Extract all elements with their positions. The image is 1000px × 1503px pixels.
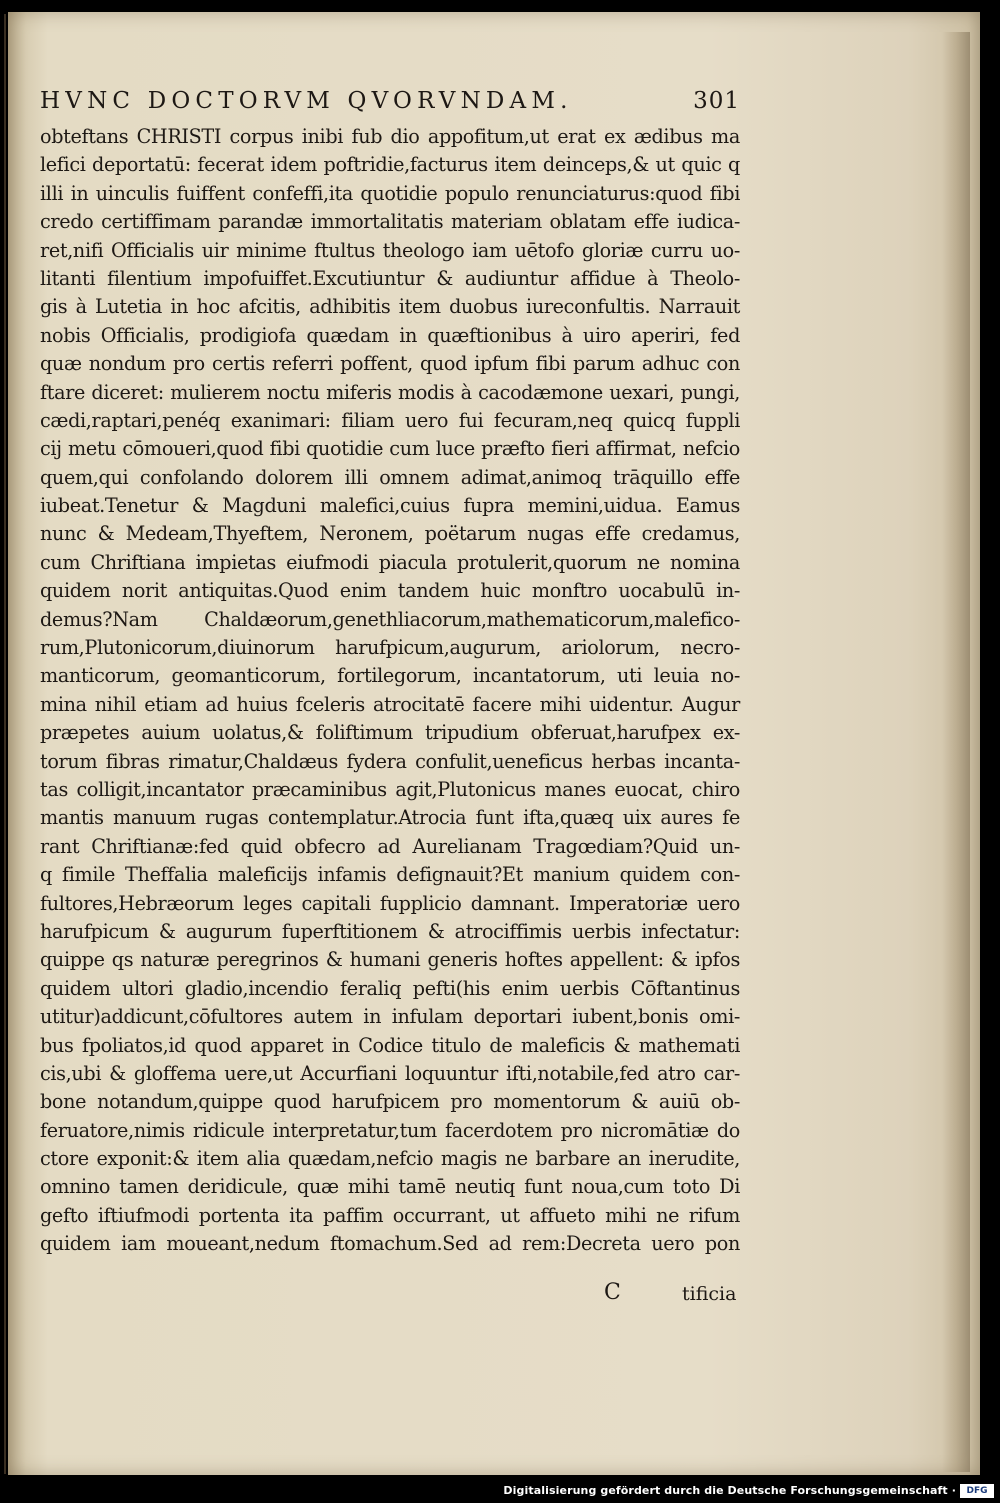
text-line: quidem norit antiquitas.Quod enim tandem huic monftro uocabulū in- xyxy=(40,579,740,603)
text-line: ctore exponit:& item alia quædam,nefcio magis ne barbare an inerudite, xyxy=(40,1147,740,1171)
text-line: demus?Nam Chaldæorum,genethliacorum,mathematicorum,malefico- xyxy=(40,607,740,631)
text-line: mina nihil etiam ad huius fceleris atrocitatē facere mihi uidentur. Augur xyxy=(40,692,740,716)
text-line: cum Chriftiana impietas eiufmodi piacula protulerit,quorum ne nomina xyxy=(40,550,740,574)
text-line: nunc & Medeam,Thyeftem, Neronem, poëtarum nugas effe credamus, xyxy=(40,522,740,546)
text-line: quidem iam moueant,nedum ftomachum.Sed ad rem:Decreta uero pon xyxy=(40,1232,740,1256)
running-header xyxy=(40,88,740,118)
text-line: obteftans CHRISTI corpus inibi fub dio appofitum,ut erat ex ædibus ma xyxy=(40,125,740,148)
text-line: quidem ultori gladio,incendio feraliq pefti(his enim uerbis Cōftantinus xyxy=(40,976,740,1000)
text-line: rant Chriftianæ:fed quid obfecro ad Aurelianam Tragœdiam?Quid un- xyxy=(40,834,740,858)
text-line: manticorum, geomanticorum, fortilegorum, incantatorum, uti leuia no- xyxy=(40,664,740,688)
text-line: quippe qs naturæ peregrinos & humani generis hoftes appellent: & ipfos xyxy=(40,948,740,972)
running-head-title: HVNC DOCTORVM QVORVNDAM. xyxy=(40,88,573,114)
text-line: tas colligit,incantator præcaminibus agit,Plutonicus manes euocat, chiro xyxy=(40,777,740,801)
text-line: cij metu cōmoueri,quod fibi quotidie cum luce præfto fieri affirmat, nefcio xyxy=(40,437,740,461)
body-text xyxy=(40,123,746,1259)
dfg-logo: DFG xyxy=(960,1484,994,1498)
text-line: quæ nondum pro certis referri poffent, quod ipfum fibi parum adhuc con xyxy=(40,352,740,376)
text-line: bone notandum,quippe quod harufpicem pro momentorum & auiū ob- xyxy=(40,1090,740,1114)
text-line: credo certiffimam parandæ immortalitatis materiam oblatam effe iudica- xyxy=(40,210,740,234)
text-line: cis,ubi & gloffema uere,ut Accurfiani loquuntur ifti,notabile,fed atro car- xyxy=(40,1061,740,1085)
text-line: illi in uinculis fuiffent confeffi,ita quotidie populo renunciaturus:quod fibi xyxy=(40,181,740,205)
text-line: omnino tamen deridicule, quæ mihi tamē neutiq funt noua,cum toto Di xyxy=(40,1175,740,1199)
page-fore-edge-shadow xyxy=(942,32,970,1472)
text-line: cædi,raptari,penéq exanimari: filiam uero fui fecuram,neq quicq fuppli xyxy=(40,408,740,432)
text-line: gis à Lutetia in hoc afcitis, adhibitis item duobus iureconfultis. Narrauit xyxy=(40,295,740,319)
footer-credit: Digitalisierung gefördert durch die Deutsche Forschungsgemeinschaft · xyxy=(503,1484,956,1497)
text-line: utitur)addicunt,cōfultores autem in infulam deportari iubent,bonis omi- xyxy=(40,1005,740,1029)
text-line: feruatore,nimis ridicule interpretatur,tum facerdotem pro nicromātiæ do xyxy=(40,1118,740,1142)
text-line: harufpicum & augurum fuperftitionem & atrociffimis uerbis infectatur: xyxy=(40,919,740,943)
text-line: ftare diceret: mulierem noctu miferis modis à cacodæmone uexari, pungi, xyxy=(40,380,740,404)
text-line: litanti filentium impofuiffet.Excutiuntur & audiuntur affidue à Theolo- xyxy=(40,266,740,290)
signature-mark: C xyxy=(604,1280,621,1305)
text-line: q fimile Theffalia maleficijs infamis defignauit?Et manium quidem con- xyxy=(40,863,740,887)
text-line: gefto iftiufmodi portenta ita paffim occurrant, ut affueto mihi ne rifum xyxy=(40,1203,740,1227)
text-line: iubeat.Tenetur & Magduni malefici,cuius fupra memini,uidua. Eamus xyxy=(40,494,740,518)
binding-edge xyxy=(4,14,6,1474)
text-line: quem,qui confolando dolorem illi omnem adimat,animoq trāquillo effe xyxy=(40,465,740,489)
text-line: fultores,Hebræorum leges capitali fupplicio damnant. Imperatoriæ uero xyxy=(40,891,740,915)
text-line: torum fibras rimatur,Chaldæus fydera confulit,ueneficus herbas incanta- xyxy=(40,749,740,773)
text-line: præpetes auium uolatus,& foliftimum tripudium obferuat,harufpex ex- xyxy=(40,721,740,745)
text-line: ret,nifi Officialis uir minime ftultus theologo iam uētofo gloriæ curru uo- xyxy=(40,238,740,262)
catchword: tificia xyxy=(682,1283,737,1305)
text-line: bus fpoliatos,id quod apparet in Codice titulo de maleficis & mathemati xyxy=(40,1033,740,1057)
page-number: 301 xyxy=(693,88,740,114)
text-line: mantis manuum rugas contemplatur.Atrocia funt ifta,quæq uix aures fe xyxy=(40,806,740,830)
text-line: nobis Officialis, prodigiofa quædam in quæftionibus à uiro aperiri, fed xyxy=(40,323,740,347)
text-line: rum,Plutonicorum,diuinorum harufpicum,augurum, ariolorum, necro- xyxy=(40,636,740,660)
digitization-footer xyxy=(0,1479,1000,1503)
text-line: lefici deportatū: fecerat idem poftridie,facturus item deinceps,& ut quic q xyxy=(40,153,740,177)
